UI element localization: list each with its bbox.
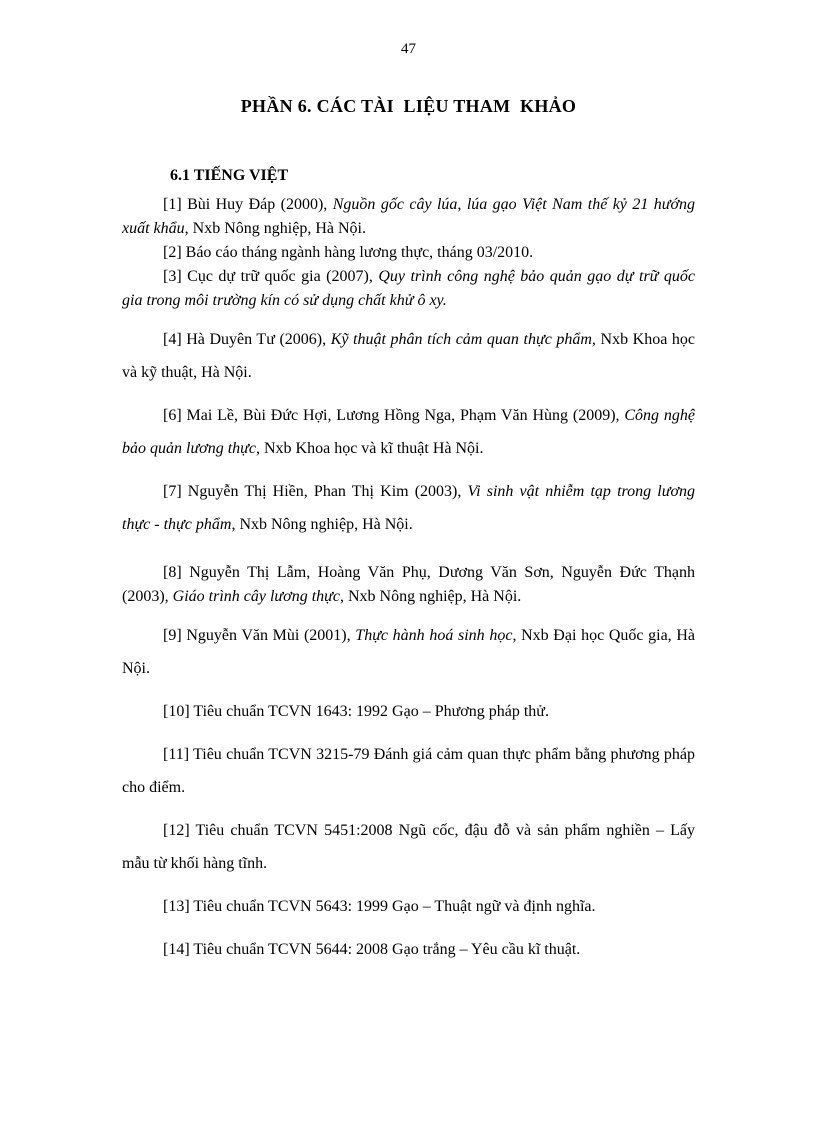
reference-text: [1] Bùi Huy Đáp (2000),	[163, 196, 333, 213]
reference-text: [6] Mai Lề, Bùi Đức Hợi, Lương Hồng Nga, Phạm Văn Hùng (2009),	[163, 407, 625, 424]
reference-text: [14] Tiêu chuẩn TCVN 5644: 2008 Gạo trắng – Yêu cầu kĩ thuật.	[163, 941, 581, 958]
reference-entry	[122, 890, 695, 923]
reference-entry	[122, 241, 695, 265]
reference-text: , Nxb Nông nghiệp, Hà Nội.	[231, 516, 413, 533]
reference-title-italic: Giáo trình cây lương thực	[172, 588, 340, 605]
reference-text: [13] Tiêu chuẩn TCVN 5643: 1999 Gạo – Thuật ngữ và định nghĩa.	[163, 898, 596, 915]
reference-title-italic: Quy trình công nghệ bảo quản gạo dự trữ quốc gia trong môi trường kín có sử dụng chất khử ô xy.	[122, 268, 695, 309]
reference-text: , Nxb Nông nghiệp, Hà Nội.	[339, 588, 522, 605]
reference-entry	[122, 619, 695, 685]
reference-entry	[122, 738, 695, 804]
page-title: PHẦN 6. CÁC TÀI LIỆU THAM KHẢO	[240, 96, 577, 116]
reference-text: [3] Cục dự trữ quốc gia (2007),	[163, 268, 379, 285]
reference-entry	[122, 399, 695, 465]
reference-title-italic: Công nghệ bảo quản lương thực	[122, 407, 695, 457]
reference-entry	[122, 561, 695, 609]
page-number: 47	[401, 41, 416, 57]
reference-entry	[122, 695, 695, 728]
reference-text: [11] Tiêu chuẩn TCVN 3215-79 Đánh giá cảm quan thực phẩm bằng phương pháp cho điểm.	[122, 746, 695, 796]
reference-entry	[122, 933, 695, 966]
reference-title-italic: Kỹ thuật phân tích cảm quan thực phẩm,	[330, 331, 596, 348]
reference-text: Nxb Khoa học và kỹ thuật, Hà Nội.	[122, 331, 696, 381]
reference-text: [4] Hà Duyên Tư (2006),	[163, 331, 331, 348]
reference-text: [12] Tiêu chuẩn TCVN 5451:2008 Ngũ cốc, đậu đỗ và sản phẩm nghiền – Lấy mẫu từ khối hàng tĩnh.	[122, 822, 695, 872]
reference-entry	[122, 323, 695, 389]
reference-text: , Nxb Nông nghiệp, Hà Nội.	[184, 220, 366, 237]
reference-entry	[122, 814, 695, 880]
reference-entry	[122, 475, 695, 541]
section-heading: 6.1 TIẾNG VIỆT	[170, 167, 289, 184]
reference-title-italic: Nguồn gốc cây lúa, lúa gạo Việt Nam thế kỷ 21 hướng xuất khẩu	[122, 196, 696, 237]
reference-text: [9] Nguyễn Văn Mùi (2001),	[163, 627, 356, 644]
reference-text: [10] Tiêu chuẩn TCVN 1643: 1992 Gạo – Phương pháp thử.	[163, 703, 549, 720]
reference-text: [8] Nguyễn Thị Lẫm, Hoàng Văn Phụ, Dương Văn Sơn, Nguyễn Đức Thạnh (2003),	[122, 564, 695, 605]
reference-text: [2] Báo cáo tháng ngành hàng lương thực, tháng 03/2010.	[163, 244, 534, 261]
reference-entry	[122, 193, 695, 241]
references-list	[122, 193, 695, 966]
reference-text: , Nxb Đại học Quốc gia, Hà Nội.	[122, 627, 695, 677]
reference-title-italic: Thực hành hoá sinh học	[355, 627, 513, 644]
reference-text: , Nxb Khoa học và kĩ thuật Hà Nội.	[255, 440, 484, 457]
reference-title-italic: Vi sinh vật nhiễm tạp trong lương thực - thực phẩm	[122, 483, 696, 533]
reference-text: [7] Nguyễn Thị Hiền, Phan Thị Kim (2003),	[163, 483, 468, 500]
reference-entry	[122, 265, 695, 313]
